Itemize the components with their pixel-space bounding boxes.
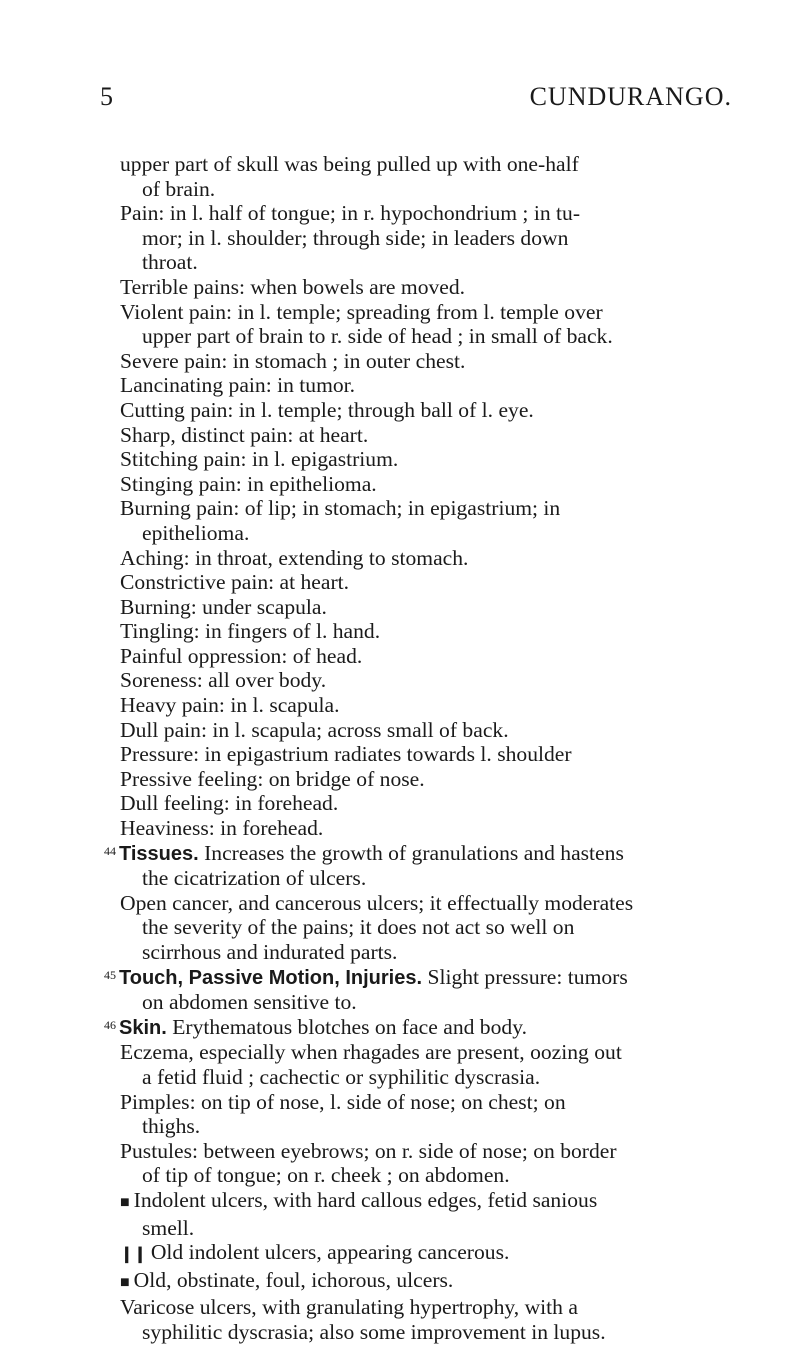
text-line: Open cancer, and cancerous ulcers; it effectually moderates (120, 890, 634, 915)
running-head: CUNDURANGO. (529, 82, 732, 111)
text-line: mor; in l. shoulder; through side; in leaders down (142, 225, 569, 250)
text-line: of tip of tongue; on r. cheek ; on abdomen. (142, 1163, 510, 1188)
section-heading: Skin. (119, 1016, 167, 1039)
text-line: Pressive feeling: on bridge of nose. (120, 766, 425, 791)
marked-line (120, 1268, 756, 1296)
text-line: Stitching pain: in l. epigastrium. (120, 447, 399, 472)
text-line: the cicatrization of ulcers. (142, 866, 367, 891)
section-heading: Tissues. (119, 842, 199, 865)
text-line: smell. (142, 1215, 195, 1240)
text-line: epithelioma. (142, 520, 250, 545)
text-line: upper part of skull was being pulled up with one-half (120, 152, 579, 176)
text-line: Pimples: on tip of nose, l. side of nose; on chest; on (120, 1089, 566, 1114)
text-line: Lancinating pain: in tumor. (120, 373, 356, 398)
grade-mark-icon: ■ (120, 1273, 130, 1291)
text-line: Pressure: in epigastrium radiates towards l. shoulder (120, 742, 572, 767)
text-line: Painful oppression: of head. (120, 643, 363, 668)
text-line: Cutting pain: in l. temple; through ball of l. eye. (120, 397, 534, 422)
text-line: thighs. (142, 1114, 201, 1139)
text-line: Pain: in l. half of tongue; in r. hypochondrium ; in tu- (120, 201, 581, 226)
text-line: Violent pain: in l. temple; spreading from l. temple over (120, 299, 603, 324)
text-line: Burning: under scapula. (120, 594, 327, 619)
text-line: Varicose ulcers, with granulating hypertrophy, with a (120, 1295, 578, 1320)
page-header (0, 82, 800, 122)
text-line: a fetid fluid ; cachectic or syphilitic dyscrasia. (142, 1064, 541, 1089)
text-line: Aching: in throat, extending to stomach. (120, 545, 469, 570)
grade-mark-icon: ❙❙ (120, 1246, 147, 1264)
text-line: on abdomen sensitive to. (142, 990, 357, 1015)
section-touch (104, 965, 756, 991)
text-line: Severe pain: in stomach ; in outer chest. (120, 348, 466, 373)
text-line: Terrible pains: when bowels are moved. (120, 274, 466, 299)
text-line: Tingling: in fingers of l. hand. (120, 619, 381, 644)
grade-mark-icon: ■ (120, 1193, 130, 1211)
text-line: Soreness: all over body. (120, 668, 327, 693)
text-line: Old indolent ulcers, appearing cancerous. (150, 1240, 510, 1265)
text-line: Increases the growth of granulations and hastens (204, 840, 624, 865)
text-line: Heavy pain: in l. scapula. (120, 693, 340, 718)
text-line: Sharp, distinct pain: at heart. (120, 422, 369, 447)
text-line: Heaviness: in forehead. (120, 816, 324, 841)
section-number: 44 (104, 843, 116, 858)
text-line: Pustules: between eyebrows; on r. side of nose; on border (120, 1138, 617, 1163)
section-tissues (104, 841, 756, 867)
text-line: Dull feeling: in forehead. (120, 791, 339, 816)
text-line: Stinging pain: in epithelioma. (120, 471, 377, 496)
section-skin (104, 1015, 756, 1041)
text-line: Erythematous blotches on face and body. (172, 1014, 527, 1039)
text-line: Slight pressure: tumors (427, 964, 628, 989)
text-line: Constrictive pain: at heart. (120, 570, 350, 595)
text-line: throat. (142, 250, 198, 275)
text-line: Eczema, especially when rhagades are present, oozing out (120, 1040, 622, 1065)
marked-line (120, 1188, 756, 1216)
section-heading: Touch, Passive Motion, Injuries. (119, 966, 423, 989)
section-number: 46 (104, 1017, 116, 1032)
text-line: Old, obstinate, foul, ichorous, ulcers. (133, 1267, 454, 1292)
text-line: the severity of the pains; it does not act so well on (142, 915, 575, 940)
text-line: of brain. (142, 176, 216, 201)
page-number: 5 (100, 82, 113, 111)
text-line: Burning pain: of lip; in stomach; in epigastrium; in (120, 496, 561, 521)
text-line: scirrhous and indurated parts. (142, 940, 398, 964)
page-body (104, 152, 756, 1345)
text-line: syphilitic dyscrasia; also some improvement in lupus. (142, 1319, 606, 1344)
section-number: 45 (104, 967, 116, 982)
marked-line (120, 1240, 756, 1268)
text-line: upper part of brain to r. side of head ; in small of back. (142, 324, 613, 349)
text-line: Indolent ulcers, with hard callous edges, fetid sanious (133, 1187, 598, 1212)
text-line: Dull pain: in l. scapula; across small of back. (120, 717, 509, 742)
